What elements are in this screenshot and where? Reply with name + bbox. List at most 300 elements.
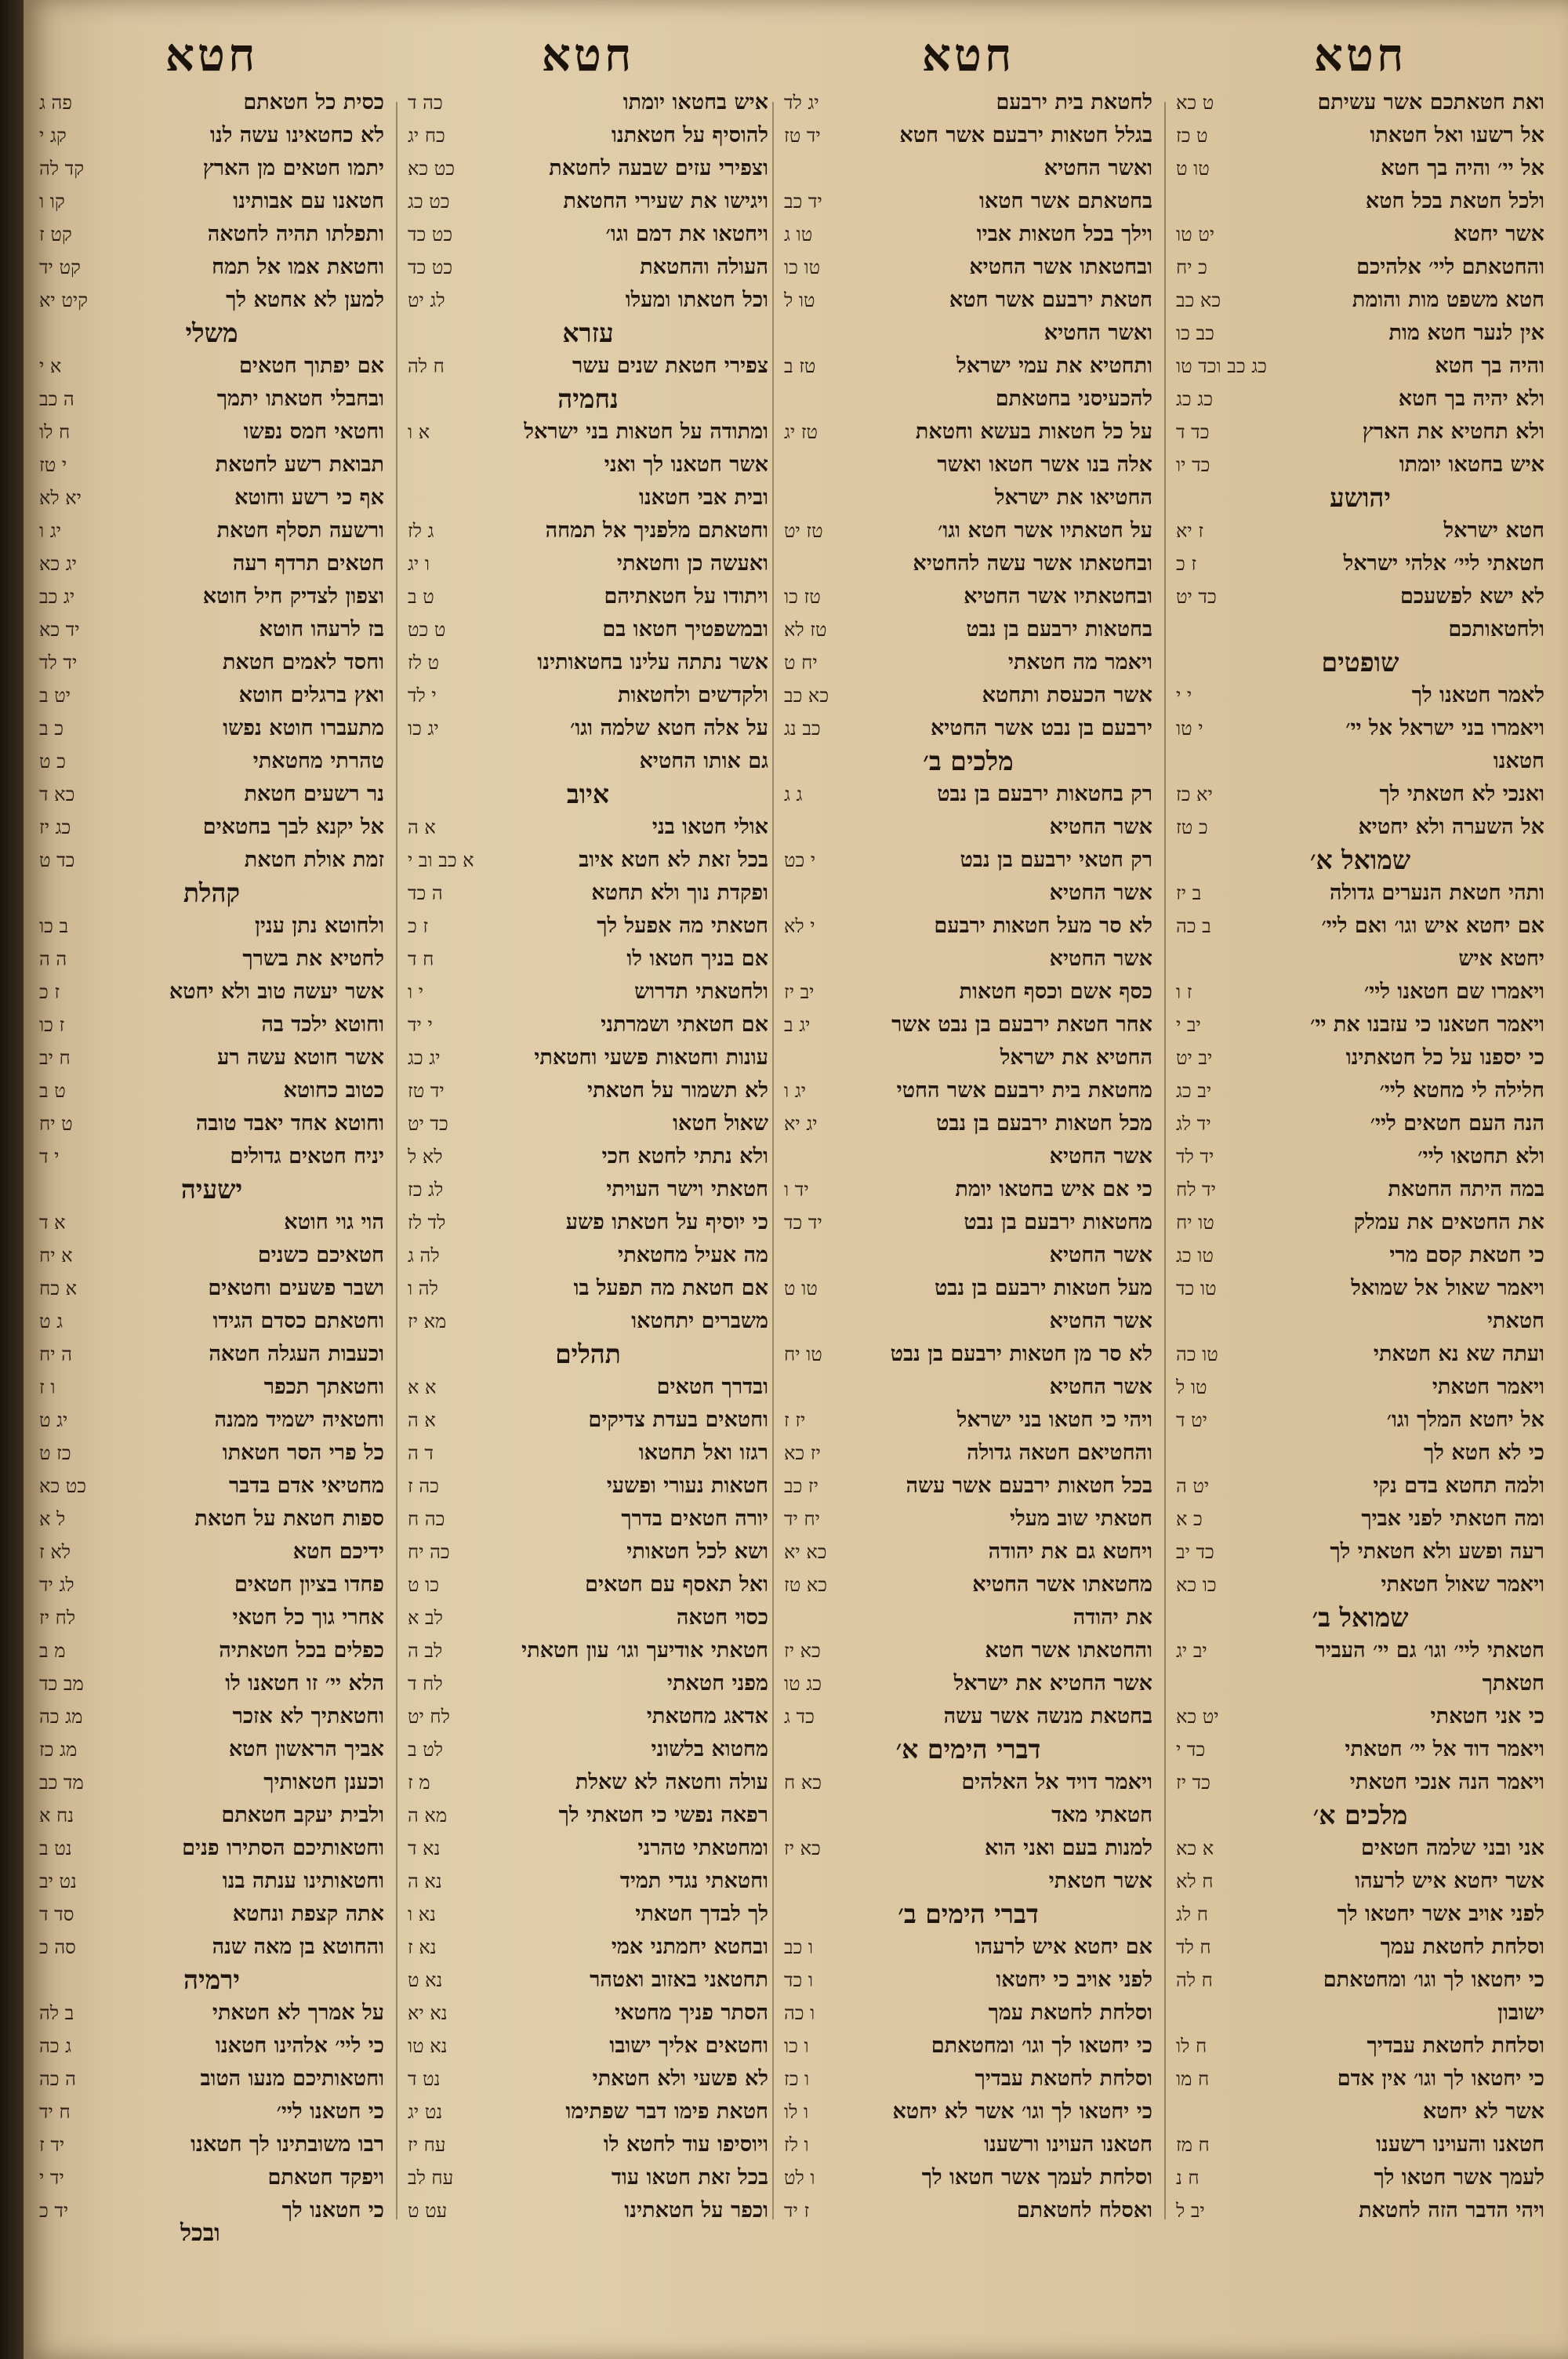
concordance-entry — [784, 1107, 1152, 1140]
column-divider — [396, 102, 397, 2219]
entry-text: איש בחטאו יומתו — [1399, 453, 1544, 477]
entry-reference: לד לז — [408, 1212, 446, 1234]
entry-text: ויחטאו את דמם וגו׳ — [605, 222, 768, 246]
concordance-entry — [408, 580, 768, 613]
book-heading — [408, 317, 768, 350]
entry-reference: מד כב — [39, 1772, 84, 1794]
concordance-entry — [408, 1700, 768, 1733]
concordance-entry — [39, 1074, 384, 1107]
entry-text: אשר החטיא — [1049, 947, 1152, 971]
entry-text: הסתר פניך מחטאי — [615, 2001, 768, 2025]
entry-reference — [784, 1041, 793, 1074]
entry-reference: מב כד — [39, 1673, 84, 1695]
entry-reference — [784, 1371, 793, 1404]
concordance-entry — [408, 1009, 768, 1041]
book-heading — [39, 1173, 384, 1206]
entry-reference: כ יח — [1176, 256, 1207, 278]
entry-text: מחטוא בלשוני — [651, 1737, 768, 1761]
entry-reference: לא ל — [408, 1146, 443, 1168]
entry-text: וסלחת לחטאת עמך — [988, 2001, 1152, 2025]
concordance-entry — [1176, 2194, 1544, 2227]
entry-text: כטוב כחוטא — [283, 1078, 384, 1103]
entry-text: ויאמר דוד אל יי׳ חטאתי — [1345, 1737, 1544, 1761]
entry-text: חטאנו העוינו ורשענו — [984, 2132, 1152, 2157]
entry-reference — [784, 943, 793, 976]
concordance-entry — [39, 383, 384, 416]
concordance-entry — [1176, 976, 1544, 1009]
entry-text: בכל זאת חטאו עוד — [611, 2165, 768, 2190]
entry-reference: א י — [39, 355, 62, 377]
entry-reference — [784, 1305, 793, 1338]
concordance-entry — [784, 547, 1152, 580]
entry-reference: א א — [408, 1376, 437, 1398]
entry-text: ולכל חטאת בכל חטא — [1365, 189, 1544, 213]
concordance-entry — [1176, 1470, 1544, 1503]
entry-text: ובדרך חטאים — [656, 1375, 768, 1399]
concordance-entry — [39, 679, 384, 712]
concordance-entry — [784, 1997, 1152, 2030]
entry-text: אביך הראשון חטא — [228, 1737, 384, 1761]
entry-text: ומה חטאתי לפני אביך — [1361, 1507, 1544, 1531]
entry-text: ירבעם בן נבט אשר החטיא — [930, 716, 1152, 740]
concordance-entry — [784, 1239, 1152, 1272]
concordance-entry — [784, 1700, 1152, 1733]
concordance-entry — [408, 1503, 768, 1536]
concordance-entry — [408, 976, 768, 1009]
entry-text: ויאמר חטאתי — [1432, 1375, 1544, 1399]
concordance-entry — [39, 2095, 384, 2128]
book-title: ירמיה — [183, 1965, 241, 1995]
entry-reference: סה כ — [39, 1936, 76, 1958]
entry-reference — [784, 811, 793, 844]
entry-reference: לא ז — [39, 1541, 71, 1563]
concordance-entry — [1176, 119, 1544, 152]
concordance-entry — [1176, 1404, 1544, 1437]
entry-reference — [1176, 745, 1185, 778]
entry-reference: טו ט — [784, 1278, 818, 1299]
entry-text: מחטאתו אשר החטיא — [972, 1572, 1152, 1597]
entry-reference: כח יג — [408, 125, 445, 147]
entry-reference: ו לט — [784, 2167, 815, 2189]
entry-text: אם בניך חטאו לו — [626, 947, 768, 971]
entry-reference: י טו — [1176, 718, 1203, 740]
entry-reference: ח מו — [1176, 2068, 1210, 2090]
entry-text: ויוסיפו עוד לחטא לו — [603, 2132, 768, 2157]
entry-text: כי לא חטא לך — [1424, 1441, 1544, 1465]
column-header: חטא — [1313, 28, 1407, 82]
entry-text: מחטאות ירבעם בן נבט — [964, 1210, 1152, 1234]
concordance-entry — [784, 1371, 1152, 1404]
entry-reference: כד יט — [408, 1113, 448, 1135]
concordance-entry — [784, 877, 1152, 910]
book-heading — [1176, 482, 1544, 514]
entry-text: כי יחטאו לך וגו׳ אין אדם — [1337, 2066, 1544, 2091]
entry-text: ולחוטא נתן ענין — [254, 914, 384, 938]
book-title: מלכים א׳ — [1312, 1800, 1408, 1830]
entry-text: כל פרי הסר חטאתו — [222, 1441, 384, 1465]
entry-text: לפני אויב כי יחטאו — [996, 1968, 1152, 1992]
concordance-entry — [784, 1931, 1152, 1964]
concordance-entry — [784, 1009, 1152, 1041]
concordance-entry — [408, 613, 768, 646]
entry-text: בחטאת מנשה אשר עשה — [943, 1704, 1152, 1728]
entry-text: חטאתך — [1482, 1671, 1544, 1696]
entry-reference: מג כז — [39, 1739, 78, 1761]
entry-text: וחטאתיך לא אזכר — [232, 1704, 384, 1728]
entry-reference: א ה — [408, 816, 436, 838]
entry-text: אל יקנא לבך בחטאים — [202, 815, 384, 839]
entry-reference: כד יז — [1176, 1772, 1210, 1794]
entry-text: וסלחת לעמך אשר חטאו לך — [921, 2165, 1152, 2190]
concordance-entry — [408, 2194, 768, 2227]
entry-text: רעה ופשע ולא חטאתי לך — [1330, 1539, 1544, 1564]
entry-reference: נט יג — [408, 2101, 443, 2123]
concordance-entry — [408, 547, 768, 580]
concordance-entry — [39, 745, 384, 778]
book-heading — [784, 1898, 1152, 1931]
concordance-entry — [408, 1964, 768, 1997]
concordance-entry — [408, 943, 768, 976]
concordance-entry — [1176, 251, 1544, 284]
entry-reference: ח לא — [1176, 1870, 1214, 1892]
entry-text: כסית כל חטאתם — [243, 90, 384, 114]
entry-reference: ז כ — [39, 981, 60, 1003]
book-heading — [408, 1338, 768, 1371]
concordance-entry — [39, 152, 384, 185]
entry-reference: נט ב — [39, 1837, 72, 1859]
concordance-entry — [784, 1503, 1152, 1536]
entry-text: כי יחטאו לך וגו׳ ומחטאתם — [1323, 1968, 1544, 1992]
entry-reference: ה ה — [39, 948, 67, 970]
concordance-entry — [784, 284, 1152, 317]
entry-reference: יג כג — [408, 1047, 441, 1069]
entry-reference: נח א — [39, 1805, 74, 1826]
entry-reference: ג לז — [408, 520, 434, 542]
entry-text: רק בחטאות ירבעם בן נבט — [937, 782, 1152, 806]
entry-reference: לח ד — [408, 1673, 443, 1695]
concordance-entry — [1176, 1964, 1544, 1997]
concordance-entry — [1176, 350, 1544, 383]
entry-reference: ל א — [39, 1508, 66, 1530]
concordance-entry — [39, 251, 384, 284]
entry-reference: ט כא — [1176, 92, 1214, 114]
concordance-entry — [1176, 1272, 1544, 1305]
book-heading — [408, 778, 768, 811]
entry-reference: ט יח — [39, 1113, 73, 1135]
entry-text: יניח חטאים גדולים — [230, 1144, 384, 1169]
concordance-entry — [1176, 877, 1544, 910]
entry-reference: י י — [1176, 685, 1192, 707]
entry-reference: כד יב — [1176, 1541, 1214, 1563]
book-heading — [39, 877, 384, 910]
entry-reference: יג ט — [39, 1409, 68, 1431]
concordance-entry — [1176, 317, 1544, 350]
entry-reference: כה ז — [408, 1475, 439, 1497]
concordance-entry — [39, 580, 384, 613]
entry-text: אשר חטאתי — [1048, 1869, 1152, 1893]
concordance-entry — [1176, 1766, 1544, 1799]
concordance-entry — [39, 646, 384, 679]
concordance-entry — [784, 679, 1152, 712]
book-title: משלי — [185, 318, 238, 348]
concordance-entry — [39, 1931, 384, 1964]
concordance-entry — [408, 284, 768, 317]
entry-text: והחוטא בן מאה שנה — [212, 1935, 384, 1959]
concordance-entry — [408, 1470, 768, 1503]
entry-reference: יד לח — [1176, 1179, 1216, 1201]
entry-text: וסלחת לחטאת עבדיך — [1367, 2034, 1544, 2058]
entry-text: אם יפתוך חטאים — [239, 354, 384, 378]
concordance-entry — [39, 1305, 384, 1338]
entry-text: לא תשמור על חטאתי — [586, 1078, 768, 1103]
entry-reference: נא ז — [408, 1936, 437, 1958]
concordance-entry — [408, 2161, 768, 2194]
entry-reference: ו לז — [784, 2134, 809, 2156]
concordance-entry — [1176, 449, 1544, 482]
concordance-entry — [1176, 613, 1544, 646]
entry-reference: ו לו — [784, 2101, 809, 2123]
entry-text: ולא נתתי לחטא חכי — [601, 1144, 768, 1169]
entry-text: חטאתי ליי׳ וגו׳ גם יי׳ העביר — [1315, 1638, 1544, 1663]
entry-reference: ז ו — [1176, 981, 1192, 1003]
concordance-entry — [39, 1107, 384, 1140]
entry-text: כי יוסיף על חטאתו פשע — [565, 1210, 768, 1234]
entry-text: וחטאים בעדת צדיקים — [588, 1408, 768, 1432]
entry-reference: כא יז — [784, 1837, 821, 1859]
concordance-entry — [408, 1832, 768, 1865]
entry-text: חטאנו עם אבותינו — [233, 189, 384, 213]
entry-reference: כג כג — [1176, 388, 1213, 410]
entry-text: ויאמר שאול אל שמואל — [1351, 1276, 1544, 1300]
concordance-entry — [784, 2030, 1152, 2063]
concordance-entry — [1176, 745, 1544, 778]
entry-reference: מא יז — [408, 1310, 447, 1332]
concordance-entry — [39, 119, 384, 152]
entry-text: אם חטאתי ושמרתני — [601, 1012, 768, 1037]
concordance-entry — [39, 1634, 384, 1667]
entry-text: וחטאת אמו אל תמח — [212, 255, 384, 279]
entry-text: ולקדשים ולחטאות — [618, 683, 768, 707]
entry-text: ויאמר דויד אל האלהים — [961, 1770, 1152, 1794]
entry-reference: יא לא — [39, 487, 82, 509]
entry-text: וצפון לצדיק חיל חוטא — [202, 584, 384, 609]
book-title: דברי הימים א׳ — [895, 1734, 1041, 1765]
entry-text: חטאות נעורי ופשעי — [606, 1474, 768, 1498]
entry-reference: ח ד — [408, 948, 434, 970]
entry-text: ותחטיא את עמי ישראל — [956, 354, 1152, 378]
entry-text: כי חטאת קסם מרי — [1389, 1243, 1544, 1267]
concordance-entry — [1176, 811, 1544, 844]
entry-text: חטאתי אודיעך וגו׳ עון חטאתי — [521, 1638, 768, 1663]
concordance-entry — [408, 1997, 768, 2030]
entry-text: והחטאתו אשר חטא — [985, 1638, 1152, 1663]
concordance-entry — [39, 2030, 384, 2063]
entry-reference: יט ד — [1176, 1409, 1207, 1431]
entry-reference: ט לז — [408, 652, 440, 674]
entry-text: חטאתי וישר העויתי — [606, 1177, 768, 1201]
entry-reference: טז לא — [784, 619, 827, 641]
entry-text: אשר החטיא — [1049, 1375, 1152, 1399]
entry-text: כסף אשם וכסף חטאות — [959, 980, 1152, 1004]
entry-list — [1176, 86, 1544, 2227]
concordance-entry — [39, 1799, 384, 1832]
entry-text: אחרי גוך כל חטאי — [232, 1605, 384, 1630]
entry-text: ולחטאתי תדרוש — [634, 980, 768, 1004]
entry-reference: כא יז — [784, 1640, 821, 1662]
book-title: עזרא — [562, 318, 614, 348]
concordance-entry — [408, 1634, 768, 1667]
concordance-entry — [1176, 943, 1544, 976]
entry-reference: טז כו — [784, 586, 821, 608]
entry-text: ואעשה כן וחטאתי — [616, 551, 768, 576]
concordance-entry — [408, 86, 768, 119]
entry-reference — [1176, 943, 1185, 976]
entry-text: זמת אולת חטאת — [244, 848, 384, 872]
entry-text: רק חטאי ירבעם בן נבט — [960, 848, 1152, 872]
entry-reference — [1176, 1437, 1185, 1470]
binding-gutter — [0, 0, 24, 2359]
entry-text: ויהי הדבר הזה לחטאת — [1359, 2198, 1544, 2223]
entry-reference: נא ה — [408, 1870, 442, 1892]
entry-text: אין לנער חטא מות — [1388, 321, 1544, 345]
entry-text: ואשר החטיא — [1044, 321, 1152, 345]
entry-text: ורשעה תסלף חטאת — [216, 518, 384, 543]
entry-text: במה היתה החטאת — [1388, 1177, 1544, 1201]
concordance-entry — [784, 1799, 1152, 1832]
entry-list — [408, 86, 768, 2227]
entry-text: כי יחטאו לך וגו׳ ומחטאתם — [931, 2034, 1152, 2058]
entry-text: וחוטא ילכד בה — [261, 1012, 384, 1037]
entry-text: ויפקד חטאתם — [267, 2165, 384, 2190]
concordance-entry — [408, 1536, 768, 1568]
concordance-entry — [408, 1206, 768, 1239]
entry-text: אם יחטא איש לרעהו — [975, 1935, 1152, 1959]
book-heading — [408, 383, 768, 416]
concordance-entry — [39, 1898, 384, 1931]
entry-text: חטא משפט מות והומת — [1352, 288, 1544, 312]
entry-text: את החטאים את עמלק — [1353, 1210, 1544, 1234]
concordance-entry — [1176, 1832, 1544, 1865]
entry-text: וחטאתם כסדם הגידו — [212, 1309, 384, 1333]
entry-list — [39, 86, 384, 2227]
entry-reference: נא ט — [408, 1969, 443, 1991]
entry-reference: יב י — [1176, 1014, 1201, 1036]
concordance-entry — [784, 2161, 1152, 2194]
entry-reference: כא טז — [784, 1574, 827, 1596]
entry-reference: ו יג — [408, 553, 430, 575]
entry-text: מכל חטאות ירבעם בן נבט — [936, 1111, 1152, 1136]
concordance-entry — [39, 1865, 384, 1898]
concordance-page — [24, 0, 1568, 2359]
entry-reference: ז יד — [784, 2200, 810, 2222]
entry-text: משברים יתחטאו — [631, 1309, 768, 1333]
concordance-entry — [1176, 910, 1544, 943]
entry-reference: א כא — [1176, 1837, 1214, 1859]
entry-reference: נט יב — [39, 1870, 77, 1892]
concordance-entry — [39, 1601, 384, 1634]
entry-reference: ב כה — [1176, 915, 1211, 937]
entry-text: כי חטאנו ליי׳ — [276, 2099, 384, 2124]
concordance-entry — [408, 449, 768, 482]
entry-text: כי חטאנו לך — [281, 2198, 384, 2223]
entry-reference: ג ג — [784, 783, 803, 805]
concordance-entry — [1176, 1437, 1544, 1470]
entry-reference: יט כא — [1176, 1706, 1219, 1728]
entry-reference — [784, 482, 793, 514]
entry-reference: א ד — [39, 1212, 66, 1234]
concordance-entry — [408, 1371, 768, 1404]
entry-text: אשר החטיא — [1049, 815, 1152, 839]
concordance-entry — [39, 1041, 384, 1074]
concordance-entry — [784, 2128, 1152, 2161]
entry-text: וחטאתי נגדי תמיד — [619, 1869, 768, 1893]
concordance-entry — [408, 2063, 768, 2095]
concordance-entry — [784, 1437, 1152, 1470]
entry-reference: נא טו — [408, 2035, 448, 2057]
entry-text: אל השערה ולא יחטיא — [1358, 815, 1544, 839]
entry-reference: מא ה — [408, 1805, 448, 1826]
entry-text: פחדו בציון חטאים — [234, 1572, 384, 1597]
concordance-entry — [39, 2128, 384, 2161]
entry-reference: ח לד — [1176, 1936, 1211, 1958]
concordance-entry — [408, 416, 768, 449]
entry-reference: יד כב — [784, 191, 822, 213]
entry-text: אם יחטא איש וגו׳ ואם ליי׳ — [1321, 914, 1544, 938]
column-header: חטא — [921, 28, 1015, 82]
book-title: שופטים — [1321, 647, 1399, 678]
entry-reference: טו כו — [784, 256, 821, 278]
entry-text: רבו משובתינו לך חטאנו — [191, 2132, 384, 2157]
concordance-entry — [39, 811, 384, 844]
entry-reference: טו כה — [1176, 1343, 1218, 1365]
concordance-entry — [408, 251, 768, 284]
concordance-entry — [784, 86, 1152, 119]
concordance-entry — [784, 317, 1152, 350]
concordance-entry — [1176, 2128, 1544, 2161]
entry-reference: קיט יא — [39, 289, 88, 311]
entry-text: ולא יהיה בך חטא — [1398, 387, 1544, 411]
entry-text: לא פשעי ולא חטאתי — [592, 2066, 768, 2091]
concordance-entry — [39, 1832, 384, 1865]
entry-reference: קד לה — [39, 158, 85, 180]
book-title: דברי הימים ב׳ — [898, 1899, 1039, 1929]
entry-text: כי אם איש בחטאו יומת — [955, 1177, 1152, 1201]
entry-text: אתה קצפת ונחטא — [232, 1902, 384, 1926]
entry-reference: כא כב — [784, 685, 829, 707]
entry-reference: לב ה — [408, 1640, 443, 1662]
concordance-entry — [39, 1239, 384, 1272]
entry-text: שאול חטאו — [673, 1111, 768, 1136]
concordance-entry — [408, 910, 768, 943]
entry-reference: יב כג — [1176, 1080, 1212, 1102]
book-title: נחמיה — [557, 383, 619, 414]
entry-reference: פה ג — [39, 92, 72, 114]
entry-reference: י ד — [39, 1146, 60, 1168]
concordance-entry — [1176, 284, 1544, 317]
entry-text: אשר חוטא עשה רע — [217, 1045, 384, 1070]
entry-text: חלילה לי מחטא ליי׳ — [1379, 1078, 1544, 1103]
concordance-entry — [1176, 86, 1544, 119]
entry-text: בגלל חטאות ירבעם אשר חטא — [899, 123, 1152, 147]
book-heading — [1176, 1601, 1544, 1634]
concordance-entry — [784, 646, 1152, 679]
concordance-entry — [784, 514, 1152, 547]
entry-reference: ו כב — [784, 1936, 814, 1958]
entry-reference: יא כז — [1176, 783, 1213, 805]
concordance-entry — [39, 976, 384, 1009]
entry-reference: טו כג — [1176, 1245, 1214, 1267]
entry-text: להוסיף על חטאתנו — [612, 123, 768, 147]
